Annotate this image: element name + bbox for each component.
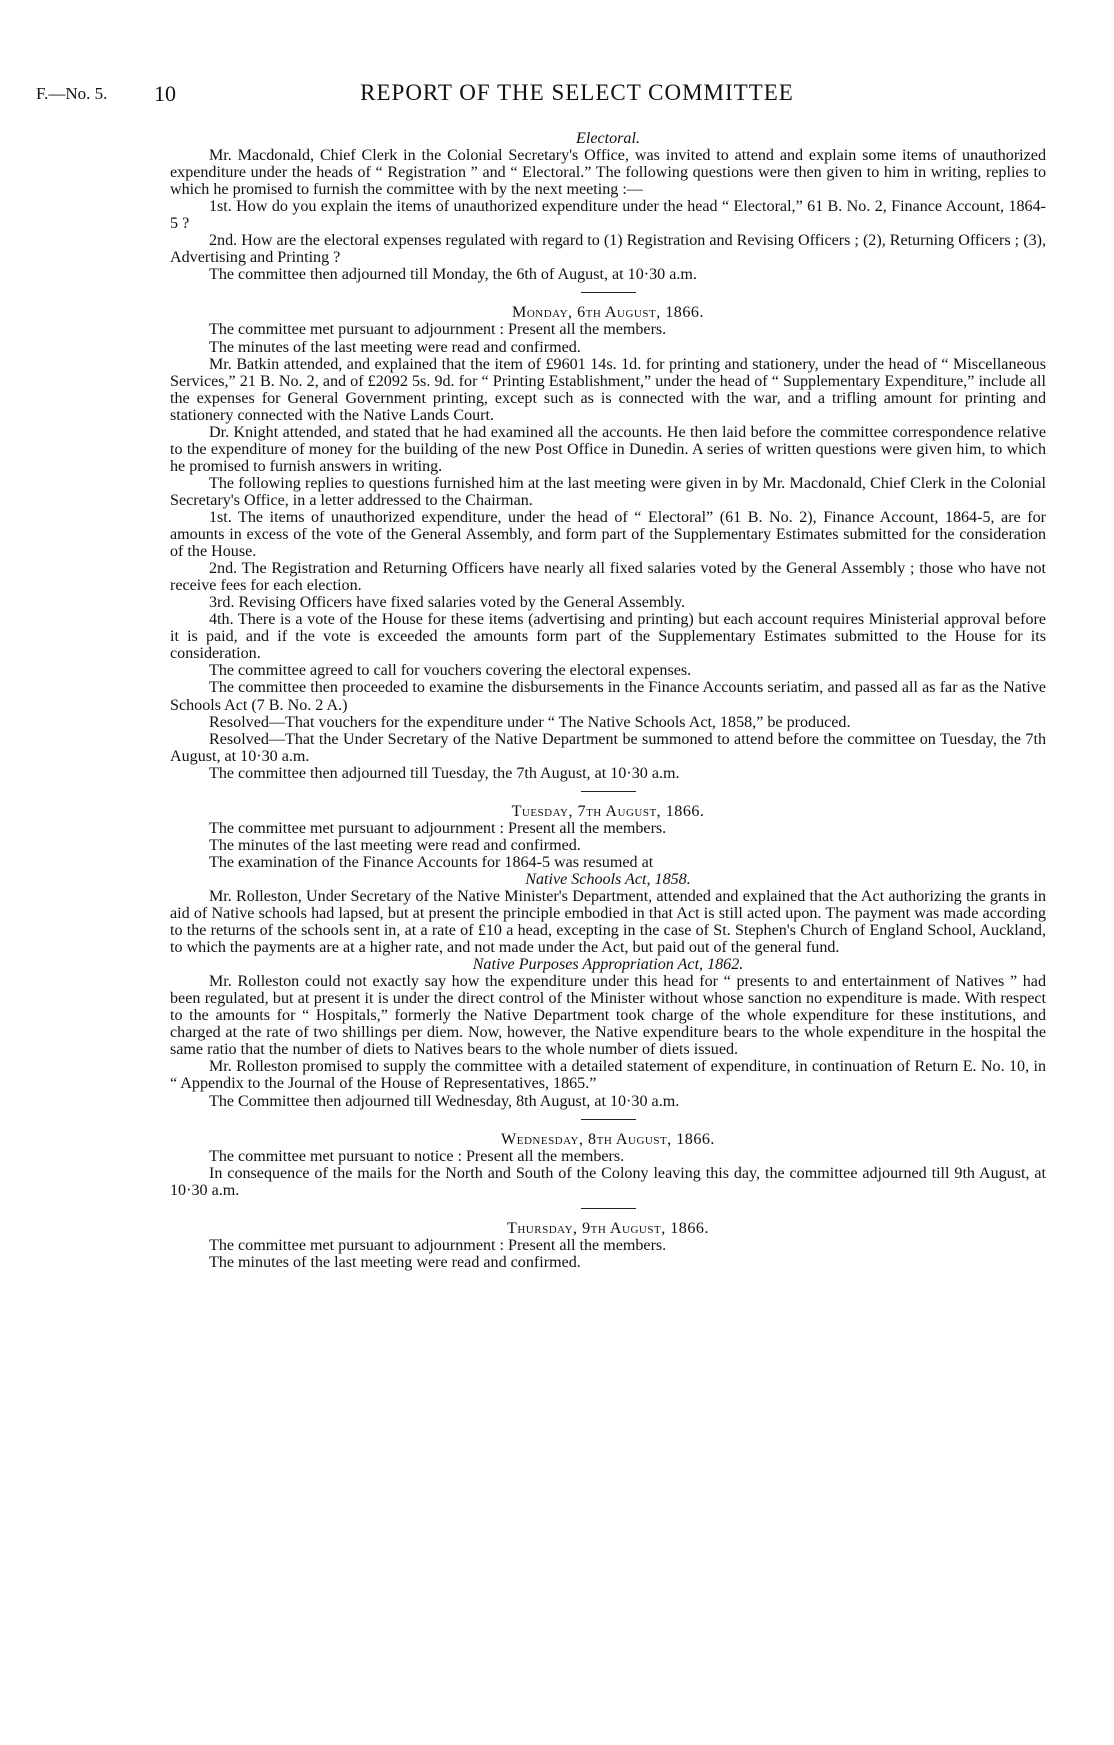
paragraph: The committee met pursuant to notice : Present all the members.: [209, 1147, 625, 1165]
paragraph: The minutes of the last meeting were read and confirmed.: [209, 836, 581, 854]
paragraph: Mr. Macdonald, Chief Clerk in the Colonial Secretary's Office, was invited to attend and explain some items of unauthorized expenditure under the heads of “ Registration ” and “ Electoral.” The following questions were then given to him in writing, replies to which he promised to furnish the committee with by the next meeting :—: [170, 147, 1046, 199]
section-divider: [581, 292, 636, 293]
section-divider: [581, 791, 636, 792]
paragraph: Mr. Rolleston could not exactly say how the expenditure under this head for “ presents to and entertainment of Natives ” had been regulated, but at present it is under the direct control of the Minister without whose sanction no expenditure is made. With respect to the amounts for “ Hospitals,” formerly the Native Department took charge of the whole expenditure for these institutions, and charged at the rate of two shillings per diem. Now, however, the Native expenditure bears to the whole expenditure in the hospital the same ratio that the number of diets to Natives bears to the whole number of diets issued.: [170, 973, 1046, 1059]
section-heading-electoral: Electoral.: [576, 130, 640, 147]
paragraph: Mr. Batkin attended, and explained that the item of £9601 14s. 1d. for printing and stationery, under the head of “ Miscellaneous Services,” 21 B. No. 2, and of £2092 5s. 9d. for “ Printing Establishment,” under the head of “ Supplementary Expenditure,” include all the expenses for General Government printing, except such as is connected with the war, and a trifling amount for printing and stationery connected with the Native Lands Court.: [170, 355, 1046, 424]
paragraph: 2nd. The Registration and Returning Officers have nearly all fixed salaries voted by the General Assembly ; those who have not receive fees for each election.: [170, 560, 1046, 595]
paragraph: Dr. Knight attended, and stated that he had examined all the accounts. He then laid before the committee correspondence relative to the expenditure of money for the building of the new Post Office in Dunedin. A series of written questions were given him, to which he promised to furnish answers in writing.: [170, 423, 1046, 475]
paper-reference: F.—No. 5.: [36, 84, 108, 103]
paragraph: The committee agreed to call for vouchers covering the electoral expenses.: [209, 662, 692, 680]
page-number: 10: [154, 81, 176, 106]
paragraph: The committee met pursuant to adjournment : Present all the members.: [209, 819, 667, 837]
subheading-native-schools-act: Native Schools Act, 1858.: [525, 870, 691, 888]
date-heading-monday: Monday, 6th August, 1866.: [512, 304, 704, 322]
paragraph: 1st. How do you explain the items of unauthorized expenditure under the head “ Electoral,” 61 B. No. 2, Finance Account, 1864-5 ?: [170, 198, 1046, 233]
section-divider: [581, 1119, 636, 1120]
paragraph: Mr. Rolleston promised to supply the committee with a detailed statement of expenditure, in continuation of Return E. No. 10, in “ Appendix to the Journal of the House of Representatives, 1865.”: [170, 1058, 1046, 1093]
paragraph: The examination of the Finance Accounts for 1864-5 was resumed at: [209, 853, 654, 871]
report-body: [170, 130, 1046, 1271]
paragraph: Resolved—That the Under Secretary of the Native Department be summoned to attend before the committee on Tuesday, the 7th August, at 10·30 a.m.: [170, 730, 1046, 765]
paragraph: The committee met pursuant to adjournment : Present all the members.: [209, 1236, 667, 1254]
paragraph: Mr. Rolleston, Under Secretary of the Native Minister's Department, attended and explained that the Act authorizing the grants in aid of Native schools had lapsed, but at present the principle embodied in that Act is still acted upon. The payment was made according to the returns of the schools sent in, at a rate of £10 a head, excepting in the case of St. Stephen's Church of England School, Auckland, to which the payments are at a higher rate, and not made under the Act, but paid out of the general fund.: [170, 887, 1046, 957]
page-header: [36, 80, 1078, 114]
paragraph: Resolved—That vouchers for the expenditure under “ The Native Schools Act, 1858,” be produced.: [209, 713, 851, 731]
date-heading-wednesday: Wednesday, 8th August, 1866.: [501, 1130, 715, 1148]
paragraph: 4th. There is a vote of the House for these items (advertising and printing) but each account requires Ministerial approval before it is paid, and if the vote is exceeded the amounts form part of the Supplementary Estimates submitted to the House for its consideration.: [170, 611, 1046, 663]
report-title: REPORT OF THE SELECT COMMITTEE: [360, 80, 794, 105]
paragraph: The Committee then adjourned till Wednesday, 8th August, at 10·30 a.m.: [209, 1092, 680, 1110]
paragraph: 1st. The items of unauthorized expenditure, under the head of “ Electoral” (61 B. No. 2), Finance Account, 1864-5, are for amounts in excess of the vote of the General Assembly, and form part of the Supplementary Estimates submitted for the consideration of the House.: [170, 508, 1046, 561]
paragraph: The committee met pursuant to adjournment : Present all the members.: [209, 321, 667, 339]
paragraph: The committee then adjourned till Tuesday, the 7th August, at 10·30 a.m.: [209, 764, 680, 782]
paragraph: 2nd. How are the electoral expenses regulated with regard to (1) Registration and Revising Officers ; (2), Returning Officers ; (3), Advertising and Printing ?: [170, 232, 1046, 267]
paragraph: The following replies to questions furnished him at the last meeting were given in by Mr. Macdonald, Chief Clerk in the Colonial Secretary's Office, in a letter addressed to the Chairman.: [170, 474, 1046, 509]
section-divider: [581, 1208, 636, 1209]
date-heading-tuesday: Tuesday, 7th August, 1866.: [511, 802, 705, 820]
date-heading-thursday: Thursday, 9th August, 1866.: [507, 1219, 709, 1237]
subheading-native-purposes-act: Native Purposes Appropriation Act, 1862.: [472, 956, 744, 974]
paragraph: 3rd. Revising Officers have fixed salaries voted by the General Assembly.: [209, 594, 685, 612]
paragraph: The minutes of the last meeting were read and confirmed.: [209, 1253, 581, 1271]
paragraph: The minutes of the last meeting were read and confirmed.: [209, 338, 581, 356]
paragraph: The committee then adjourned till Monday, the 6th of August, at 10·30 a.m.: [209, 266, 697, 284]
paragraph: The committee then proceeded to examine the disbursements in the Finance Accounts seriatim, and passed all as far as the Native Schools Act (7 B. No. 2 A.): [170, 679, 1046, 714]
paragraph: In consequence of the mails for the North and South of the Colony leaving this day, the committee adjourned till 9th August, at 10·30 a.m.: [170, 1164, 1046, 1199]
